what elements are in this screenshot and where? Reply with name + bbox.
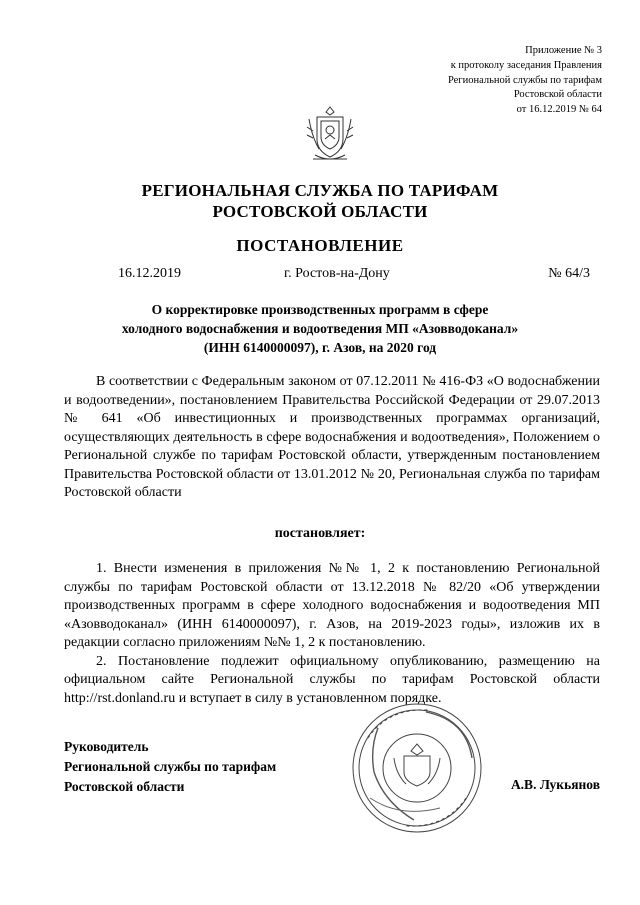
subject-line-1: О корректировке производственных программ в сфере [151, 302, 489, 317]
appendix-line: к протоколу заседания Правления [450, 59, 602, 71]
document-date: 16.12.2019 [118, 266, 181, 281]
organization-name [0, 180, 640, 222]
signatory-title-line-3: Ростовской области [64, 779, 185, 794]
subject-line-2: холодного водоснабжения и водоотведения МП «Азовводоканал» [121, 321, 519, 336]
document-meta [118, 266, 590, 284]
decree-item-2: 2. Постановление подлежит официальному опубликованию, размещению на официальном сайте Региональной службы по тарифам Ростовской области http://rst.donland.ru и вступает в силу в установленном порядке. [64, 653, 600, 706]
signatory-title [64, 737, 276, 797]
document-number: № 64/3 [548, 266, 590, 281]
signatory-name: А.В. Лукьянов [510, 777, 600, 792]
official-seal-icon [348, 698, 486, 838]
decree-items [64, 560, 600, 708]
coat-of-arms-icon [305, 103, 355, 165]
decree-item-1: 1. Внести изменения в приложения №№ 1, 2 к постановлению Региональной службы по тарифам Ростовской области от 13.12.2018 № 82/20 «Об утверждении производственных программ в сфере холодного водоснабжения и водоотведения МП «Азовводоканал» (ИНН 6140000097), г. Азов, на 2019-2023 годы», изложив их в редакции согласно приложениям №№ 1, 2 к постановлению. [64, 561, 600, 650]
appendix-line: Региональной службы по тарифам [447, 74, 602, 86]
document-subject [80, 300, 560, 357]
org-line-2: РОСТОВСКОЙ ОБЛАСТИ [212, 202, 428, 221]
org-line-1: РЕГИОНАЛЬНАЯ СЛУЖБА ПО ТАРИФАМ [141, 181, 499, 200]
subject-line-3: (ИНН 6140000097), г. Азов, на 2020 год [203, 340, 437, 355]
signatory-title-line-2: Региональной службы по тарифам [64, 759, 277, 774]
appendix-line: Ростовской области [513, 89, 602, 101]
decree-word: постановляет: [274, 526, 366, 541]
document-city: г. Ростов-на-Дону [284, 266, 390, 281]
preamble-text: В соответствии с Федеральным законом от 07.12.2011 № 416-ФЗ «О водоснабжении и водоотведении», постановлением Правительства Российской Федерации от 29.07.2013 № 641 «Об инвестиционных и производственных программах организаций, осуществляющих деятельность в сфере водоснабжения и водоотведения», Положением о Региональной службе по тарифам Ростовской области, утвержденным постановлением Правительства Ростовской области от 13.01.2012 № 20, Региональная служба по тарифам Ростовской области [64, 374, 600, 500]
document-type: ПОСТАНОВЛЕНИЕ [236, 236, 404, 255]
appendix-note [382, 44, 602, 118]
appendix-line: от 16.12.2019 № 64 [516, 104, 602, 116]
signatory-title-line-1: Руководитель [64, 739, 149, 754]
preamble-paragraph [64, 373, 600, 503]
appendix-line: Приложение № 3 [525, 45, 602, 56]
